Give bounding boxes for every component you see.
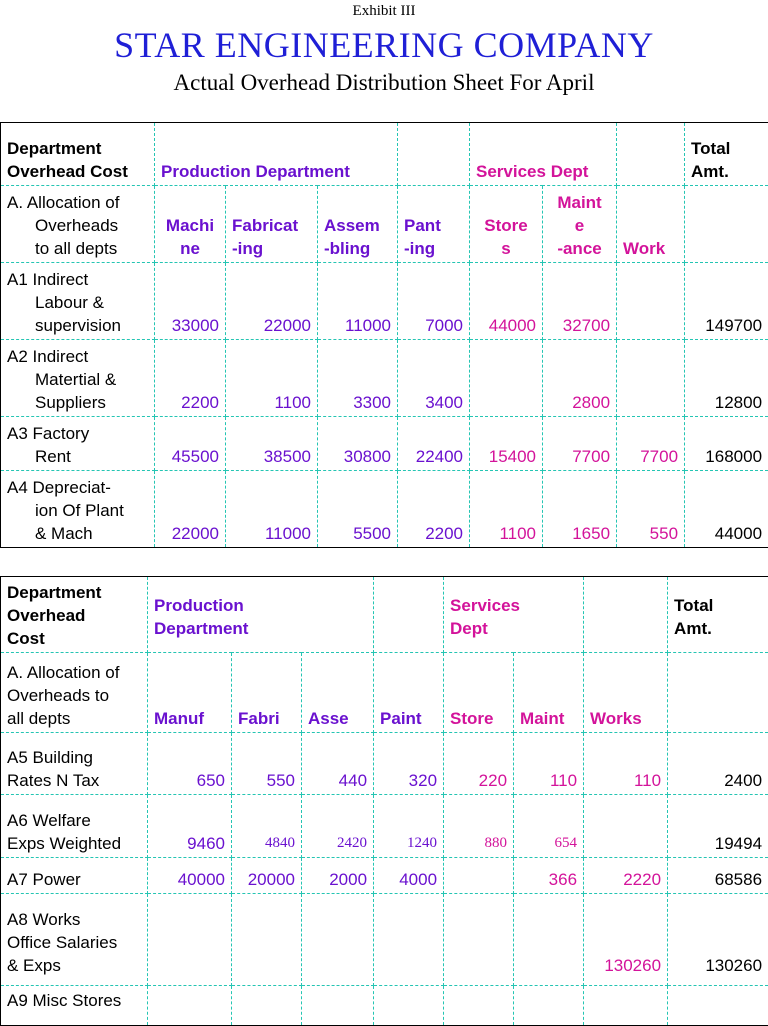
- cell-maintenance: 7700: [543, 417, 617, 471]
- table-row: [1, 986, 768, 1026]
- cell-machine: 33000: [155, 263, 226, 340]
- row-label: A7 Power: [1, 858, 148, 894]
- table-row: [1, 894, 768, 986]
- cell-works: [584, 795, 668, 858]
- cell-store: [444, 986, 514, 1026]
- cell-store: [444, 858, 514, 894]
- row-label: A8 Works Office Salaries & Exps: [1, 894, 148, 986]
- cell-fabricating: 11000: [226, 471, 318, 548]
- cell-fabricating: 38500: [226, 417, 318, 471]
- table-row: [1, 733, 768, 795]
- cell-assembling: 3300: [318, 340, 398, 417]
- empty-cell: [398, 123, 470, 186]
- col-machine: Machi ne: [155, 186, 226, 263]
- cell-maintenance: 1650: [543, 471, 617, 548]
- cell-machine: 45500: [155, 417, 226, 471]
- cell-store: 880: [444, 795, 514, 858]
- cell-painting: 22400: [398, 417, 470, 471]
- col-paint: Paint: [374, 653, 444, 733]
- dept-overhead-header: Department Overhead Cost: [1, 123, 155, 186]
- col-fabricating: Fabricat -ing: [226, 186, 318, 263]
- row-label: A4 Depreciat- ion Of Plant & Mach: [1, 471, 155, 548]
- table2-allocation-row: [1, 653, 768, 733]
- production-department-header: Production Department: [155, 123, 398, 186]
- cell-stores: 15400: [470, 417, 543, 471]
- table2-header-row: [1, 577, 768, 653]
- cell-total: 2400: [668, 733, 768, 795]
- cell-maint: [514, 986, 584, 1026]
- empty-cell: [374, 577, 444, 653]
- production-department-header: Production Department: [148, 577, 374, 653]
- cell-fabri: 550: [232, 733, 302, 795]
- allocation-label: A. Allocation of Overheads to all depts: [1, 186, 155, 263]
- cell-painting: 3400: [398, 340, 470, 417]
- overhead-table-2: [0, 576, 768, 1026]
- cell-works: 2220: [584, 858, 668, 894]
- services-dept-header: Services Dept: [470, 123, 617, 186]
- cell-total: 68586: [668, 858, 768, 894]
- overhead-table-1: [0, 122, 768, 548]
- cell-stores: [470, 340, 543, 417]
- cell-works: 130260: [584, 894, 668, 986]
- cell-fabri: [232, 986, 302, 1026]
- empty-cell: [584, 577, 668, 653]
- cell-asse: 2420: [302, 795, 374, 858]
- table1-header-row: [1, 123, 768, 186]
- row-label: A1 Indirect Labour & supervision: [1, 263, 155, 340]
- col-works: Works: [584, 653, 668, 733]
- cell-store: 220: [444, 733, 514, 795]
- row-label: A6 Welfare Exps Weighted: [1, 795, 148, 858]
- cell-maint: 654: [514, 795, 584, 858]
- cell-asse: [302, 894, 374, 986]
- cell-machine: 2200: [155, 340, 226, 417]
- cell-stores: 44000: [470, 263, 543, 340]
- row-label: A5 Building Rates N Tax: [1, 733, 148, 795]
- cell-assembling: 30800: [318, 417, 398, 471]
- cell-paint: 1240: [374, 795, 444, 858]
- cell-paint: 4000: [374, 858, 444, 894]
- cell-total: 168000: [685, 417, 768, 471]
- row-label: A9 Misc Stores: [1, 986, 148, 1026]
- cell-painting: 2200: [398, 471, 470, 548]
- sheet-subtitle: Actual Overhead Distribution Sheet For April: [0, 70, 768, 96]
- cell-maint: 110: [514, 733, 584, 795]
- cell-machine: 22000: [155, 471, 226, 548]
- cell-store: [444, 894, 514, 986]
- cell-total: 149700: [685, 263, 768, 340]
- cell-total: [668, 986, 768, 1026]
- cell-total: 12800: [685, 340, 768, 417]
- cell-maint: [514, 894, 584, 986]
- cell-maintenance: 32700: [543, 263, 617, 340]
- row-label: A3 Factory Rent: [1, 417, 155, 471]
- allocation-label: A. Allocation of Overheads to all depts: [1, 653, 148, 733]
- company-title: STAR ENGINEERING COMPANY: [0, 24, 768, 66]
- cell-stores: 1100: [470, 471, 543, 548]
- table-row: [1, 795, 768, 858]
- table-row: [1, 858, 768, 894]
- cell-works: 110: [584, 733, 668, 795]
- cell-manuf: 9460: [148, 795, 232, 858]
- cell-work: 7700: [617, 417, 685, 471]
- empty-cell: [685, 186, 768, 263]
- cell-assembling: 11000: [318, 263, 398, 340]
- table-row: [1, 340, 768, 417]
- table-row: [1, 471, 768, 548]
- col-fabri: Fabri: [232, 653, 302, 733]
- col-assembling: Assem -bling: [318, 186, 398, 263]
- cell-asse: [302, 986, 374, 1026]
- cell-total: 19494: [668, 795, 768, 858]
- col-store: Store: [444, 653, 514, 733]
- table-row: [1, 263, 768, 340]
- col-maint: Maint: [514, 653, 584, 733]
- cell-fabricating: 1100: [226, 340, 318, 417]
- cell-paint: [374, 986, 444, 1026]
- total-amount-header: Total Amt.: [685, 123, 768, 186]
- col-work: Work: [617, 186, 685, 263]
- empty-cell: [617, 123, 685, 186]
- cell-work: 550: [617, 471, 685, 548]
- col-manuf: Manuf: [148, 653, 232, 733]
- services-dept-header: Services Dept: [444, 577, 584, 653]
- cell-manuf: [148, 986, 232, 1026]
- cell-total: 130260: [668, 894, 768, 986]
- row-label: A2 Indirect Matertial & Suppliers: [1, 340, 155, 417]
- col-maintenance: Maint e -ance: [543, 186, 617, 263]
- exhibit-label: Exhibit III: [0, 3, 768, 20]
- cell-fabri: 4840: [232, 795, 302, 858]
- col-asse: Asse: [302, 653, 374, 733]
- cell-paint: 320: [374, 733, 444, 795]
- cell-manuf: 40000: [148, 858, 232, 894]
- dept-overhead-header: Department Overhead Cost: [1, 577, 148, 653]
- cell-asse: 440: [302, 733, 374, 795]
- cell-work: [617, 340, 685, 417]
- table1-allocation-row: [1, 186, 768, 263]
- cell-fabri: [232, 894, 302, 986]
- cell-manuf: [148, 894, 232, 986]
- cell-painting: 7000: [398, 263, 470, 340]
- cell-maintenance: 2800: [543, 340, 617, 417]
- table-row: [1, 417, 768, 471]
- cell-fabri: 20000: [232, 858, 302, 894]
- cell-assembling: 5500: [318, 471, 398, 548]
- cell-asse: 2000: [302, 858, 374, 894]
- cell-works: [584, 986, 668, 1026]
- cell-fabricating: 22000: [226, 263, 318, 340]
- empty-cell: [668, 653, 768, 733]
- cell-total: 44000: [685, 471, 768, 548]
- cell-paint: [374, 894, 444, 986]
- col-painting: Pant -ing: [398, 186, 470, 263]
- total-amount-header: Total Amt.: [668, 577, 768, 653]
- cell-manuf: 650: [148, 733, 232, 795]
- col-stores: Store s: [470, 186, 543, 263]
- cell-maint: 366: [514, 858, 584, 894]
- cell-work: [617, 263, 685, 340]
